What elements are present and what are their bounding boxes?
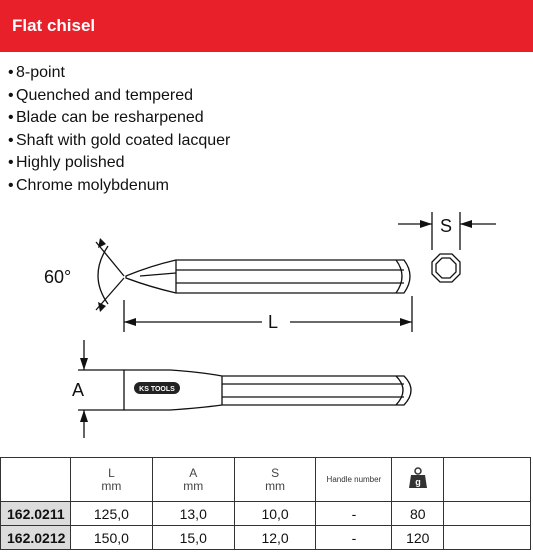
cell-weight: 120 [392, 526, 444, 550]
cell-across-flats: 12,0 [234, 526, 316, 550]
header-bar [0, 0, 533, 52]
header-blade-width: A mm [152, 458, 234, 502]
feature-item: • Shaft with gold coated lacquer [8, 131, 231, 149]
cell-weight: 80 [392, 502, 444, 526]
feature-item: • Blade can be resharpened [8, 109, 204, 126]
table-row [1, 526, 531, 550]
article-number: 162.0211 [1, 502, 71, 526]
cell-handle-number: - [316, 526, 392, 550]
cell-empty [444, 526, 531, 550]
svg-text:KS TOOLS: KS TOOLS [139, 386, 175, 393]
header-handle-number: Handle number [316, 458, 392, 502]
angle-label: 60° [44, 267, 72, 287]
svg-text:g: g [415, 477, 421, 487]
header-article [1, 458, 71, 502]
feature-item: • 8-point [8, 64, 65, 81]
feature-item: • Highly polished [8, 154, 125, 171]
spec-table [0, 457, 531, 550]
header-empty [444, 458, 531, 502]
page-title: Flat chisel [12, 16, 96, 35]
cell-empty [444, 502, 531, 526]
cell-across-flats: 10,0 [234, 502, 316, 526]
cell-handle-number: - [316, 502, 392, 526]
cell-length: 125,0 [70, 502, 152, 526]
table-row [1, 502, 531, 526]
weight-icon [407, 467, 429, 489]
header-length: L mm [70, 458, 152, 502]
technical-drawing [0, 200, 533, 450]
header-weight [392, 458, 444, 502]
cell-length: 150,0 [70, 526, 152, 550]
cell-blade-width: 15,0 [152, 526, 234, 550]
feature-list [8, 62, 230, 197]
header-across-flats: S mm [234, 458, 316, 502]
article-number: 162.0212 [1, 526, 71, 550]
across-flats-label: S [440, 216, 453, 236]
feature-item: • Quenched and tempered [8, 86, 194, 104]
cell-blade-width: 13,0 [152, 502, 234, 526]
length-label: L [268, 312, 279, 332]
feature-item: • Chrome molybdenum [8, 176, 169, 194]
blade-width-label: A [72, 380, 85, 400]
table-header-row [1, 458, 531, 502]
brand-logo [134, 382, 180, 394]
